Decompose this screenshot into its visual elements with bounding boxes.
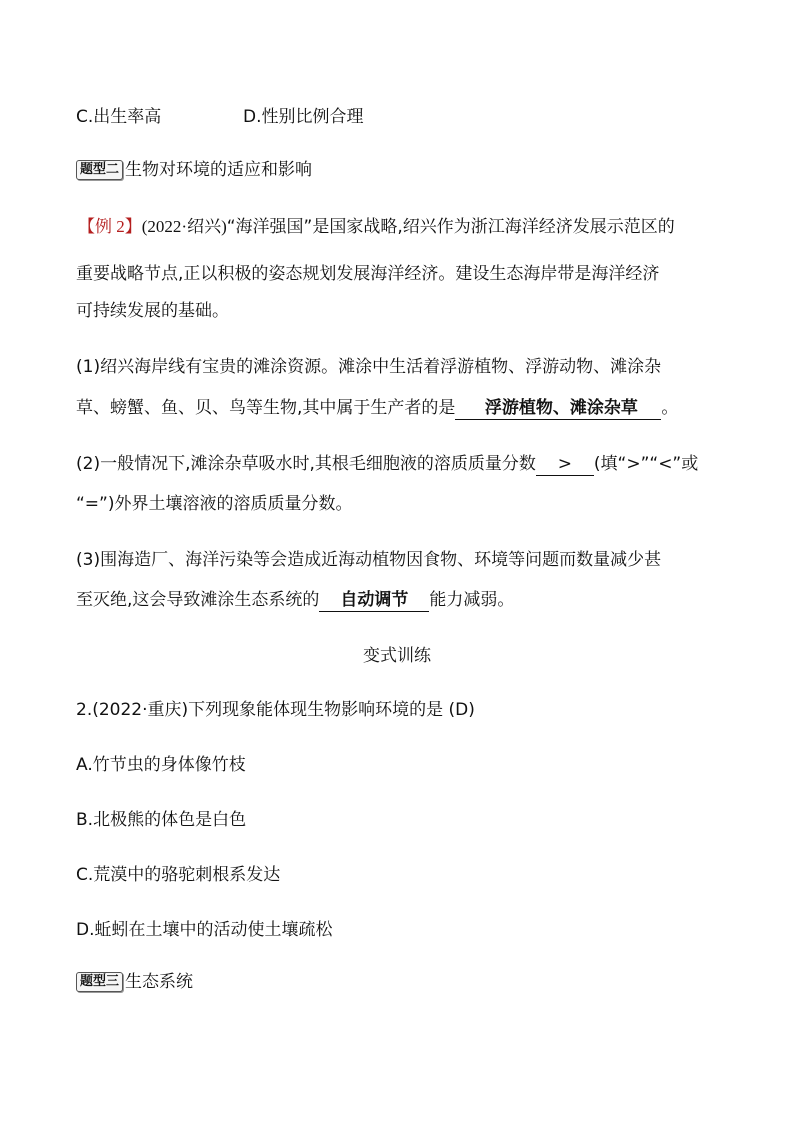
- q1-text-1: (1)绍兴海岸线有宝贵的滩涂资源。滩涂中生活着浮游植物、浮游动物、滩涂杂: [76, 357, 662, 377]
- q3-answer-blank: [319, 590, 429, 612]
- variant-option-b-text: B.北极熊的体色是白色: [76, 810, 247, 830]
- example-2-stem-line-1: [78, 215, 675, 239]
- variant-question-text: 2.(2022·重庆)下列现象能体现生物影响环境的是 (D): [76, 700, 475, 720]
- variant-option-c-text: C.荒漠中的骆驼刺根系发达: [76, 865, 281, 885]
- q1-answer-blank: [455, 398, 661, 420]
- q3-answer: 自动调节: [340, 590, 409, 610]
- variant-option-c: [76, 863, 280, 887]
- section-2-title: 生物对环境的适应和影响: [125, 160, 313, 180]
- q1-suffix: 。: [661, 398, 679, 418]
- q2-line-2: [76, 492, 353, 516]
- variant-option-a-text: A.竹节虫的身体像竹枝: [76, 755, 246, 775]
- q2-suffix: (填“>”“<”或: [593, 454, 699, 474]
- example-stem-2: 重要战略节点,正以积极的姿态规划发展海洋经济。建设生态海岸带是海洋经济: [76, 264, 660, 284]
- q2-answer-blank: [536, 454, 594, 476]
- q3-line-1: [76, 548, 661, 572]
- variant-option-b: [76, 808, 246, 832]
- variant-question: [76, 698, 475, 722]
- q1-line-1: [76, 355, 661, 379]
- q3-suffix: 能力减弱。: [429, 590, 515, 610]
- q1-line-2: [76, 396, 678, 420]
- q2-answer: >: [557, 454, 573, 474]
- variant-training-heading: 变式训练: [363, 646, 431, 666]
- section-2-badge: 题型二: [76, 160, 123, 180]
- option-c: C.出生率高: [76, 107, 162, 127]
- example-stem-1: “海洋强国”是国家战略,绍兴作为浙江海洋经济发展示范区的: [226, 217, 675, 237]
- prev-options-row: [76, 105, 364, 129]
- option-d: D.性别比例合理: [243, 107, 364, 127]
- q3-text-1: (3)围海造厂、海洋污染等会造成近海动植物因食物、环境等问题而数量减少甚: [76, 550, 662, 570]
- q1-answer: 浮游植物、滩涂杂草: [484, 398, 638, 418]
- example-2-stem-line-2: [76, 262, 659, 286]
- section-3-badge: 题型三: [76, 972, 123, 992]
- example-stem-3: 可持续发展的基础。: [76, 301, 229, 321]
- example-2-stem-line-3: [76, 299, 229, 323]
- variant-option-d-text: D.蚯蚓在土壤中的活动使土壤疏松: [76, 920, 333, 940]
- example-source: (2022·绍兴): [141, 217, 227, 236]
- section-3-title: 生态系统: [125, 972, 194, 992]
- variant-option-a: [76, 753, 246, 777]
- section-2-header: [76, 158, 312, 182]
- q2-line-1: [76, 452, 698, 476]
- section-3-header: [76, 970, 193, 994]
- q2-text-1: (2)一般情况下,滩涂杂草吸水时,其根毛细胞液的溶质质量分数: [76, 454, 536, 474]
- q1-text-2: 草、螃蟹、鱼、贝、鸟等生物,其中属于生产者的是: [76, 398, 456, 418]
- variant-option-d: [76, 918, 333, 942]
- q2-text-2: “=”)外界土壤溶液的溶质质量分数。: [76, 494, 353, 514]
- q3-text-2: 至灭绝,这会导致滩涂生态系统的: [76, 590, 320, 610]
- q3-line-2: [76, 588, 514, 612]
- example-label: 【例 2】: [78, 217, 142, 236]
